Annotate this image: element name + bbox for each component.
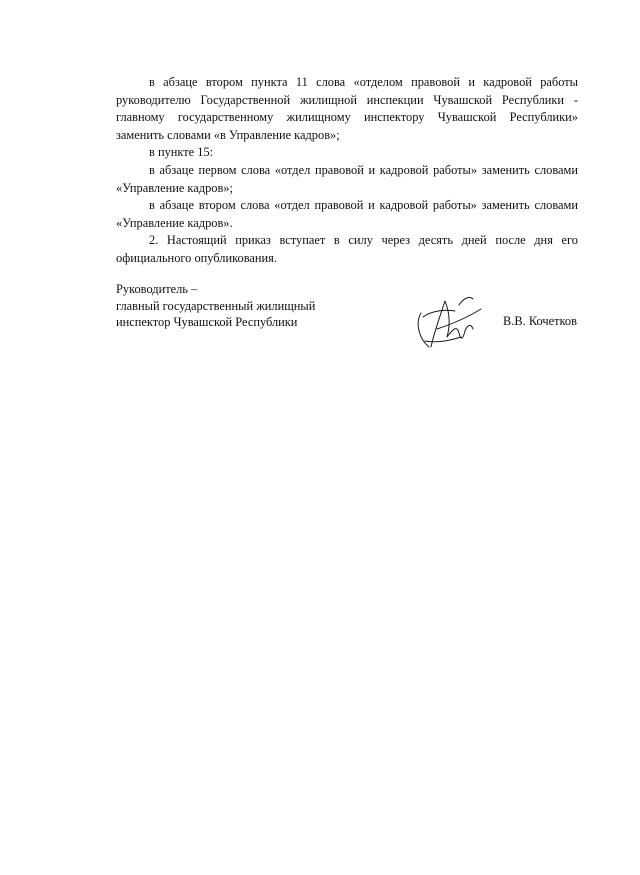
document-body [116, 74, 578, 268]
paragraph-item-15-header: в пункте 15: [149, 145, 214, 160]
paragraph-item-11-amendment: в абзаце втором пункта 11 слова «отделом правовой и кадровой работы руководителю Государственной жилищной инспекции Чувашской Республики - главному государственному жилищному инспектору Чувашской Республики» заменить словами «в Управление кадров»; [116, 75, 578, 142]
signatory-title-line-3: инспектор Чувашской Республики [116, 315, 298, 329]
handwritten-signature [401, 289, 491, 353]
signatory-title-line-2: главный государственный жилищный [116, 298, 316, 313]
signatory-title-line-1: Руководитель – [116, 282, 198, 296]
paragraph-item-15-first: в абзаце первом слова «отдел правовой и кадровой работы» заменить словами «Управление кадров»; [116, 162, 578, 195]
paragraph-effective-date: 2. Настоящий приказ вступает в силу через десять дней после дня его официального опубликования. [116, 233, 578, 265]
paragraph-item-15-second: в абзаце втором слова «отдел правовой и кадровой работы» заменить словами «Управление кадров». [116, 198, 578, 230]
signatory-name: В.В. Кочетков [503, 314, 577, 328]
signature-block [116, 281, 586, 361]
